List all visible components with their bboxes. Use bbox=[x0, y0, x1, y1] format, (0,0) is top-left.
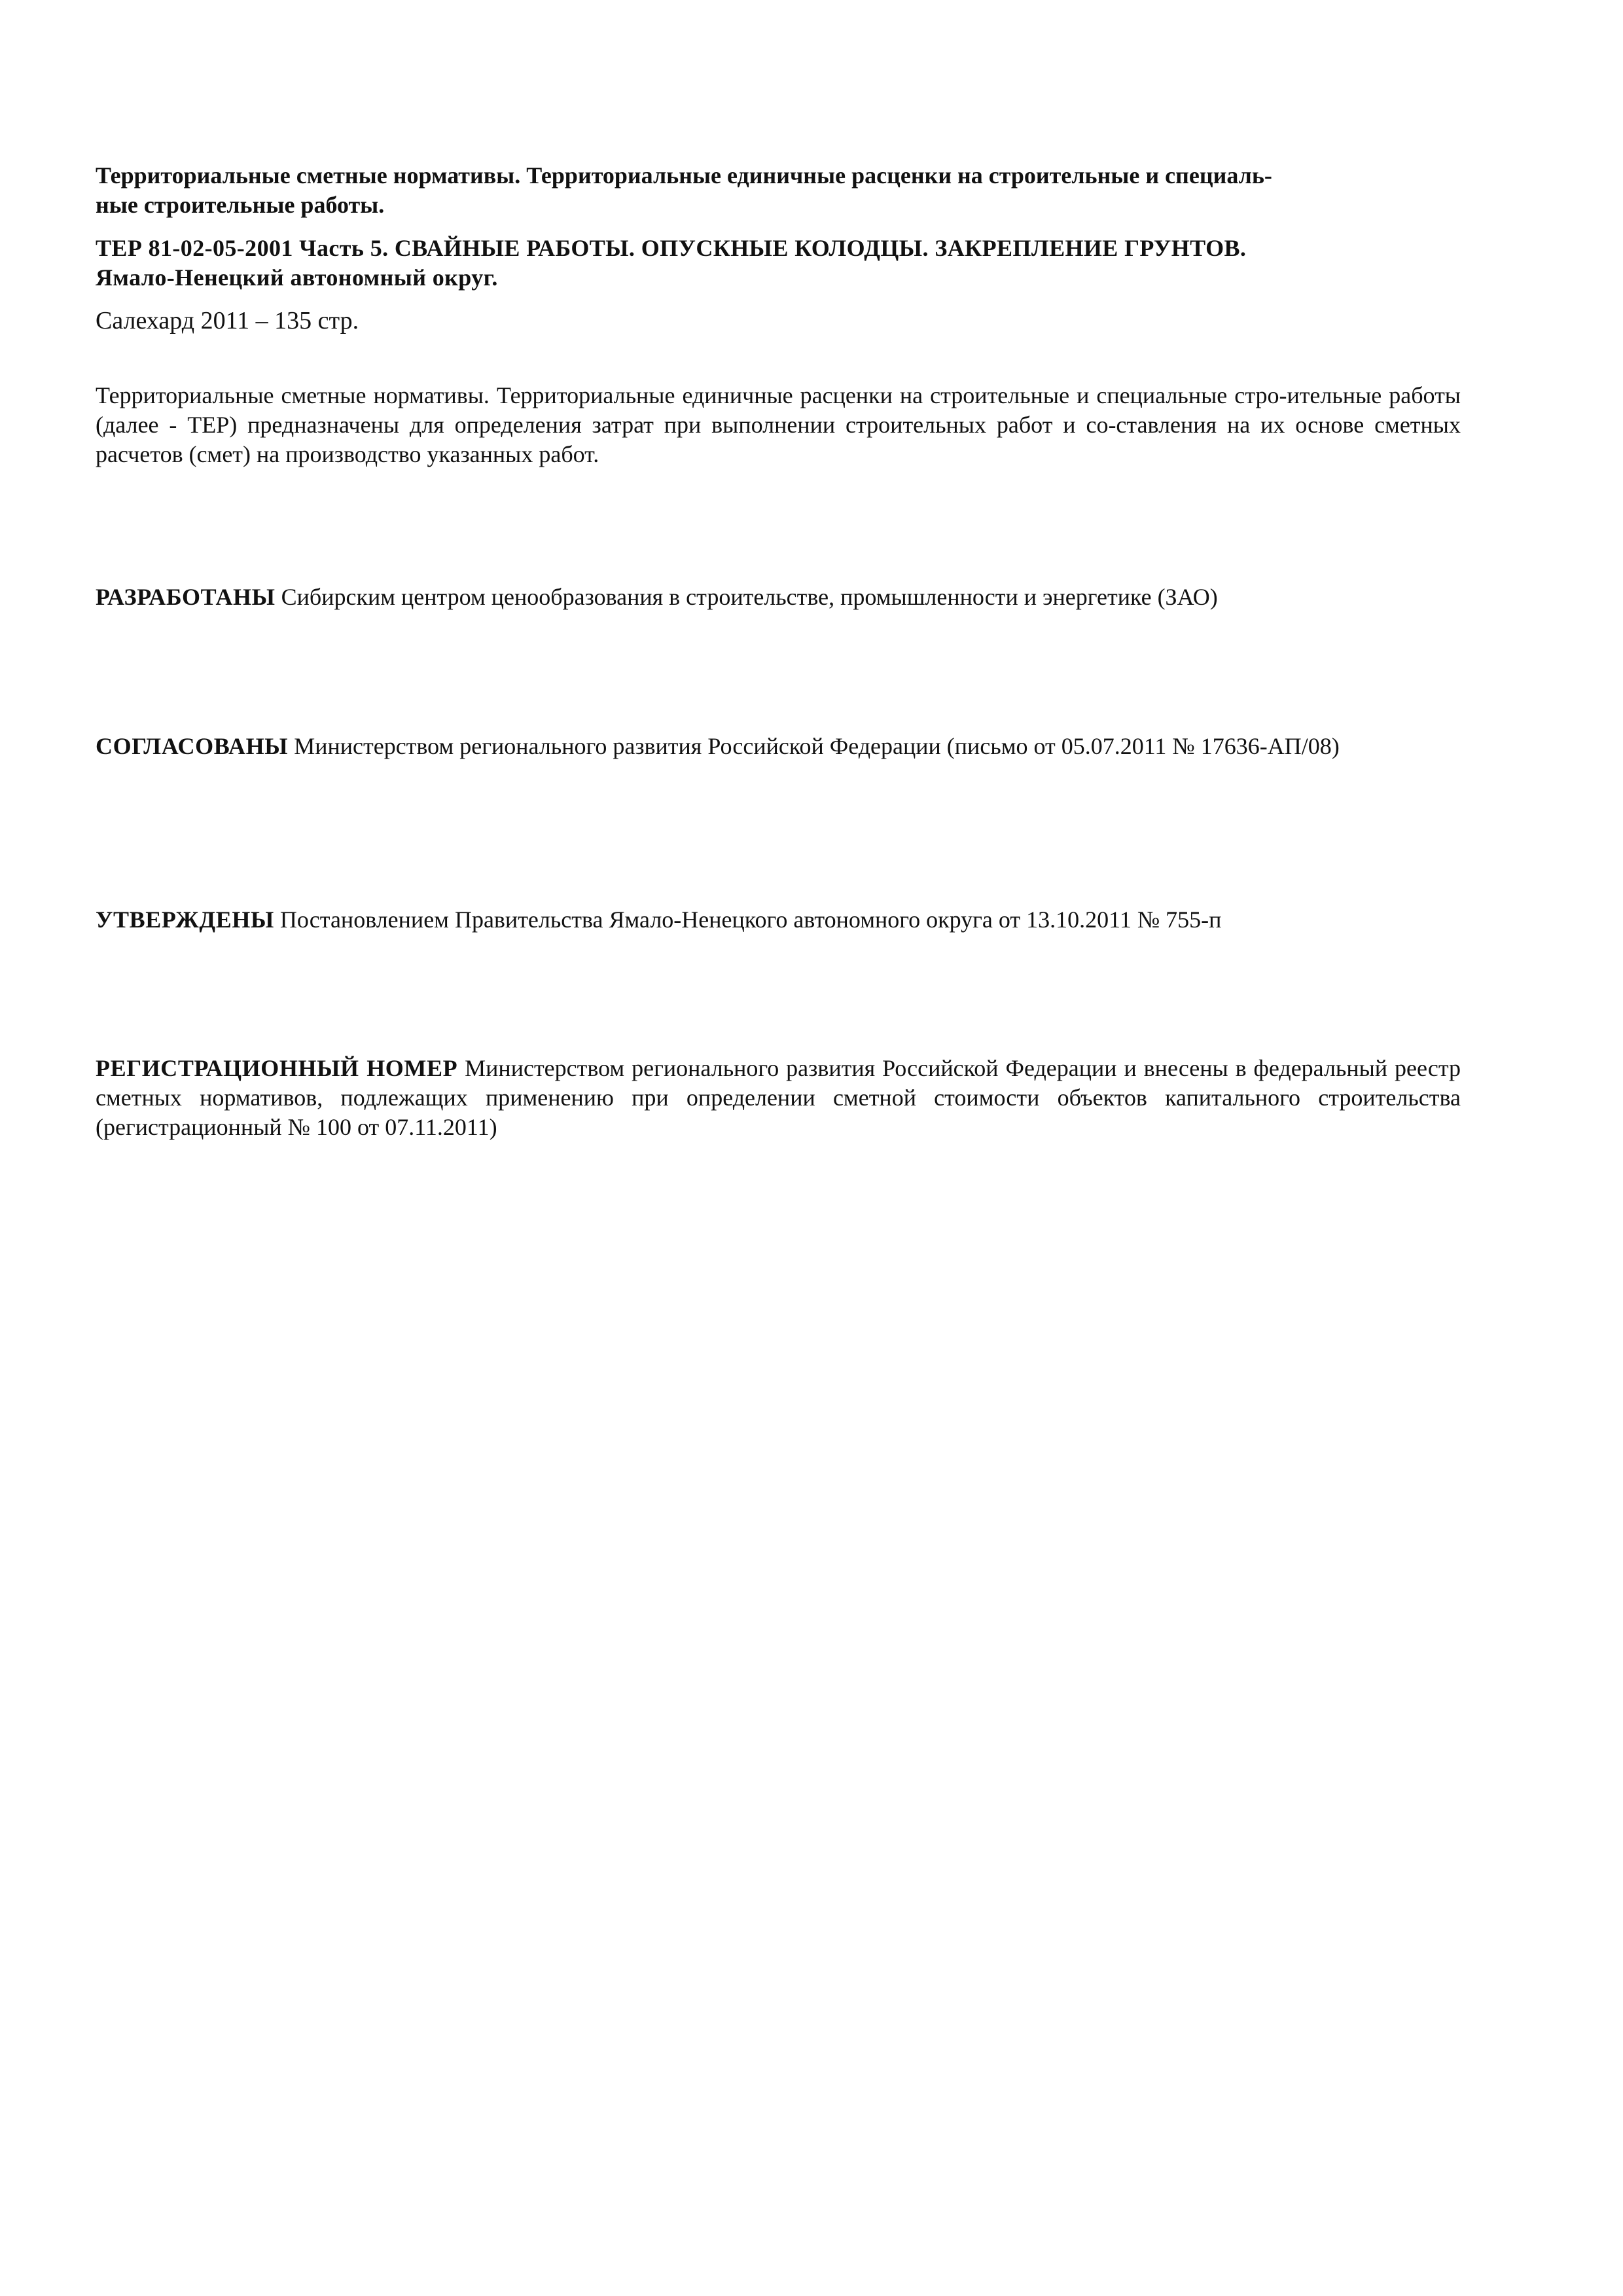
approval-text: Министерством регионального развития Российской Федерации (письмо от 05.07.2011 № 17636-АП/08) bbox=[294, 733, 1340, 759]
approval-agreed bbox=[96, 732, 1461, 761]
approval-text: Постановлением Правительства Ямало-Ненецкого автономного округа от 13.10.2011 № 755-п bbox=[279, 906, 1222, 933]
abstract-paragraph: Территориальные сметные нормативы. Территориальные единичные расценки на строительные и специальные стро-ительные работы (далее - ТЕР) предназначены для определения затрат при выполнении строительных работ и со-ставления на их основе сметных расчетов (смет) на производство указанных работ. bbox=[96, 382, 1461, 467]
document-subtitle bbox=[96, 234, 1461, 293]
approval-label: СОГЛАСОВАНЫ bbox=[96, 733, 289, 759]
approval-text: Сибирским центром ценообразования в строительстве, промышленности и энергетике (ЗАО) bbox=[281, 584, 1218, 610]
approval-text: Министерством регионального развития Российской Федерации и внесены в федеральный реестр сметных нормативов, подлежащих применению при определении сметной стоимости объектов капитального строительства (регистрационный № 100 от 07.11.2011) bbox=[96, 1055, 1461, 1140]
approval-developed bbox=[96, 583, 1461, 612]
approval-label: РЕГИСТРАЦИОННЫЙ НОМЕР bbox=[96, 1055, 458, 1081]
document-title-line-2: ные строительные работы. bbox=[96, 192, 385, 218]
approval-label: РАЗРАБОТАНЫ bbox=[96, 584, 276, 610]
approval-approved bbox=[96, 905, 1461, 935]
document-title bbox=[96, 161, 1461, 220]
document-subtitle-line-2: Ямало-Ненецкий автономный округ. bbox=[96, 264, 498, 291]
document-subtitle-line-1: ТЕР 81-02-05-2001 Часть 5. СВАЙНЫЕ РАБОТЫ. ОПУСКНЫЕ КОЛОДЦЫ. ЗАКРЕПЛЕНИЕ ГРУНТОВ. bbox=[96, 235, 1247, 261]
publication-info: Салехард 2011 – 135 стр. bbox=[96, 307, 359, 334]
approval-label: УТВЕРЖДЕНЫ bbox=[96, 906, 274, 933]
document-title-line-1: Территориальные сметные нормативы. Территориальные единичные расценки на строительные и специаль- bbox=[96, 162, 1272, 188]
approval-registration bbox=[96, 1054, 1461, 1142]
